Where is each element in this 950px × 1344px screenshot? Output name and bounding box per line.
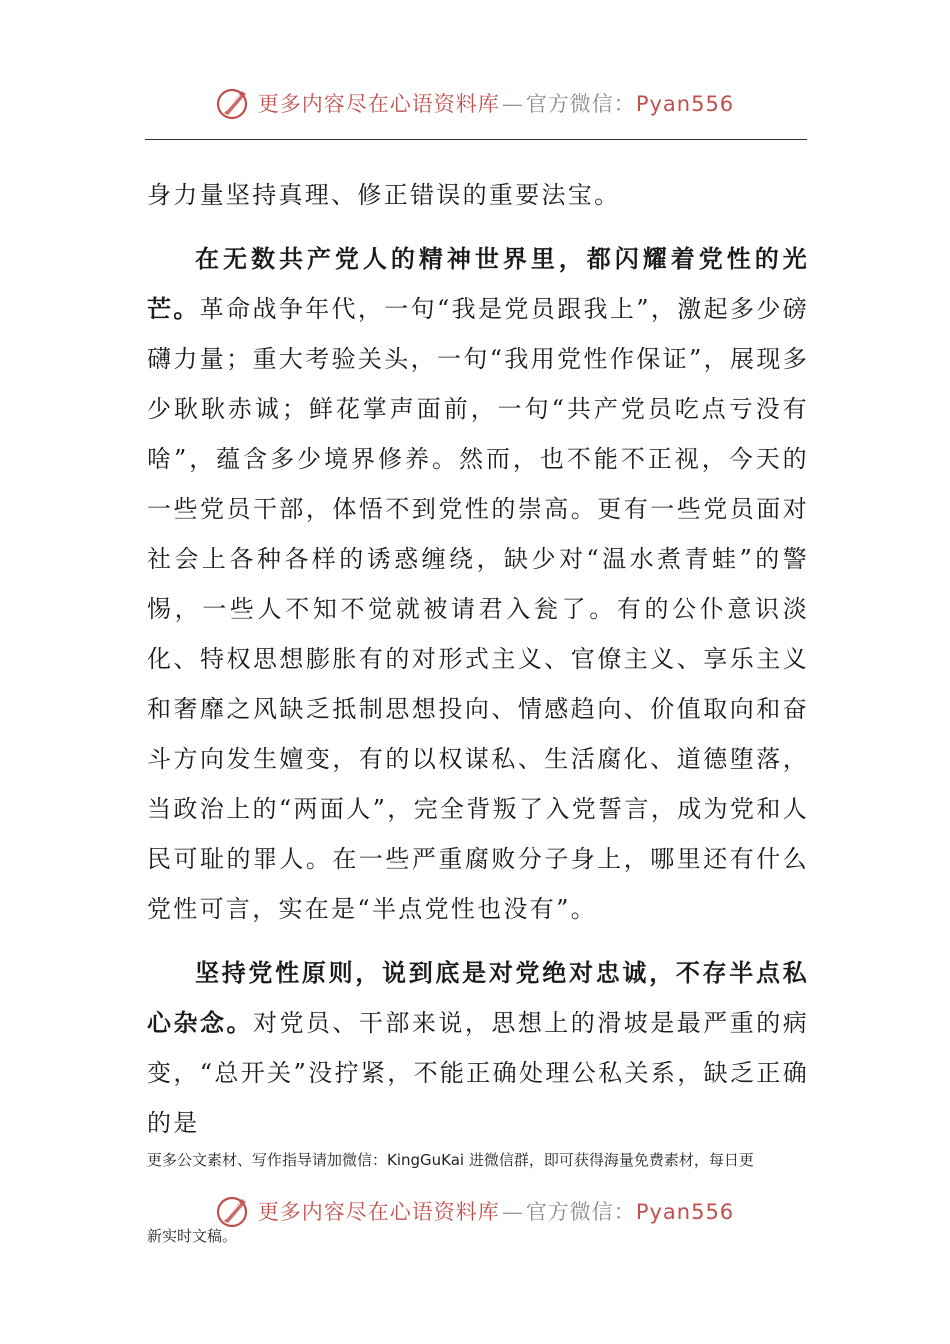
banner-wechat-id: Pyan556	[635, 1200, 735, 1224]
footer-promo-note: 更多公文素材、写作指导请加微信：KingGuKai 进微信群，即可获得海量免费素材，每日更	[147, 1151, 754, 1169]
paragraph-3-lead: 坚持党性原则，说到底是对党绝对忠诚，不存半点私心杂念。	[147, 958, 809, 1037]
paragraph-3	[147, 948, 809, 1148]
document-body	[147, 170, 809, 1148]
paragraph-3-body: 对党员、干部来说，思想上的滑坡是最严重的病变，“总开关”没拧紧，不能正确处理公私关系，缺乏正确的是	[147, 1009, 809, 1137]
paragraph-2-body: 革命战争年代，一句“我是党员跟我上”，激起多少磅礴力量；重大考验关头，一句“我用党性作保证”，展现多少耿耿赤诚；鲜花掌声面前，一句“共产党员吃点亏没有啥”，蕴含多少境界修养。然而，也不能不正视，今天的一些党员干部，体悟不到党性的崇高。更有一些党员面对社会上各种各样的诱惑缠绕，缺少对“温水煮青蛙”的警惕，一些人不知不觉就被请君入瓮了。有的公仆意识淡化、特权思想膨胀有的对形式主义、官僚主义、享乐主义和奢靡之风缺乏抵制思想投向、情感趋向、价值取向和奋斗方向发生嬗变，有的以权谋私、生活腐化、道德堕落，当政治上的“两面人”，完全背叛了入党誓言，成为党和人民可耻的罪人。在一些严重腐败分子身上，哪里还有什么党性可言，实在是“半点党性也没有”。	[147, 295, 809, 923]
banner-text	[258, 1196, 734, 1226]
banner-wechat-id: Pyan556	[635, 92, 735, 116]
footer-promo-tail: 新实时文稿。	[147, 1227, 238, 1245]
banner-site-name: 更多内容尽在心语资料库	[257, 92, 500, 116]
banner-official-label: 官方微信：	[525, 92, 636, 116]
header-watermark-banner	[0, 78, 950, 128]
feather-pen-logo-icon	[216, 85, 252, 121]
footer-watermark-banner	[0, 1186, 950, 1236]
banner-site-name: 更多内容尽在心语资料库	[257, 1200, 500, 1224]
paragraph-2-lead: 在无数共产党人的精神世界里，都闪耀着党性的光芒。	[147, 244, 809, 323]
banner-dash: —	[501, 1200, 524, 1224]
feather-pen-logo-icon	[216, 1193, 252, 1229]
banner-official-label: 官方微信：	[525, 1200, 636, 1224]
paragraph-1: 身力量坚持真理、修正错误的重要法宝。	[147, 181, 621, 209]
banner-dash: —	[501, 92, 524, 116]
banner-text	[258, 88, 734, 118]
paragraph-2	[147, 234, 809, 934]
header-divider	[145, 139, 807, 140]
